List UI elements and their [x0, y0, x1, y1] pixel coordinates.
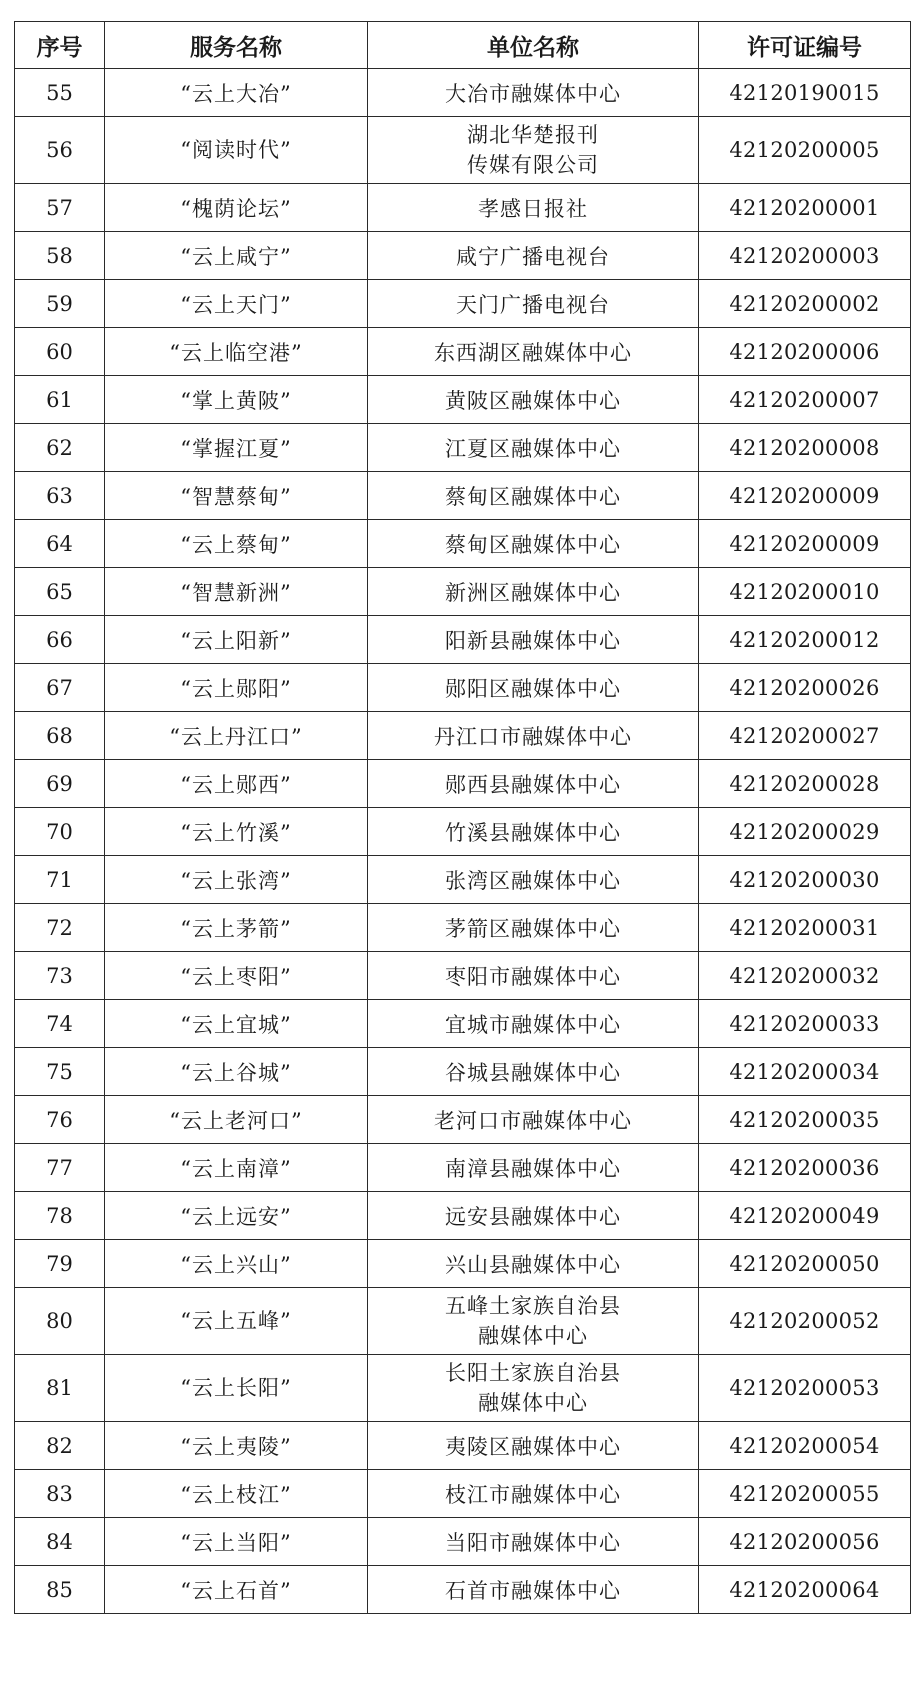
unit-name-line: 茅箭区融媒体中心: [445, 916, 621, 941]
unit-name-line: 郧西县融媒体中心: [445, 772, 621, 797]
cell-unit-name: [368, 117, 699, 184]
table-row: [15, 616, 911, 664]
cell-serial-number: 64: [15, 520, 105, 568]
unit-name-line: 咸宁广播电视台: [456, 244, 610, 269]
cell-license-number: 42120200001: [699, 184, 911, 232]
cell-unit-name: [368, 808, 699, 856]
cell-service-name: “云上郧西”: [105, 760, 368, 808]
header-serial-number: 序号: [15, 22, 105, 69]
cell-service-name: “云上临空港”: [105, 328, 368, 376]
cell-service-name: “云上老河口”: [105, 1096, 368, 1144]
table-row: [15, 712, 911, 760]
cell-unit-name: [368, 1470, 699, 1518]
unit-name-line: 当阳市融媒体中心: [445, 1530, 621, 1555]
cell-license-number: 42120200036: [699, 1144, 911, 1192]
cell-license-number: 42120200064: [699, 1566, 911, 1614]
cell-unit-name: [368, 1000, 699, 1048]
unit-name-line: 大冶市融媒体中心: [445, 81, 621, 106]
unit-name-line: 张湾区融媒体中心: [445, 868, 621, 893]
cell-unit-name: [368, 712, 699, 760]
unit-name-line: 黄陂区融媒体中心: [445, 388, 621, 413]
cell-serial-number: 67: [15, 664, 105, 712]
cell-service-name: “智慧新洲”: [105, 568, 368, 616]
table-row: [15, 280, 911, 328]
table-row: [15, 664, 911, 712]
table-row: [15, 760, 911, 808]
table-row: [15, 904, 911, 952]
table-row: [15, 1355, 911, 1422]
cell-serial-number: 60: [15, 328, 105, 376]
cell-serial-number: 83: [15, 1470, 105, 1518]
cell-service-name: “掌握江夏”: [105, 424, 368, 472]
table-row: [15, 808, 911, 856]
cell-serial-number: 84: [15, 1518, 105, 1566]
cell-unit-name: [368, 232, 699, 280]
cell-unit-name: [368, 376, 699, 424]
unit-name-line: 谷城县融媒体中心: [445, 1060, 621, 1085]
unit-name-line: 新洲区融媒体中心: [445, 580, 621, 605]
table-row: [15, 472, 911, 520]
cell-unit-name: [368, 952, 699, 1000]
cell-unit-name: [368, 568, 699, 616]
cell-license-number: 42120200050: [699, 1240, 911, 1288]
cell-serial-number: 79: [15, 1240, 105, 1288]
cell-license-number: 42120200031: [699, 904, 911, 952]
cell-service-name: “云上夷陵”: [105, 1422, 368, 1470]
unit-name-line: 夷陵区融媒体中心: [445, 1434, 621, 1459]
cell-license-number: 42120200007: [699, 376, 911, 424]
cell-service-name: “云上宜城”: [105, 1000, 368, 1048]
unit-name-line: 融媒体中心: [478, 1324, 588, 1348]
table-header-row: [15, 22, 911, 69]
cell-serial-number: 56: [15, 117, 105, 184]
cell-serial-number: 70: [15, 808, 105, 856]
cell-unit-name: [368, 280, 699, 328]
cell-unit-name: [368, 1518, 699, 1566]
cell-license-number: 42120200026: [699, 664, 911, 712]
cell-service-name: “智慧蔡甸”: [105, 472, 368, 520]
cell-serial-number: 73: [15, 952, 105, 1000]
cell-serial-number: 78: [15, 1192, 105, 1240]
cell-unit-name: [368, 472, 699, 520]
cell-serial-number: 62: [15, 424, 105, 472]
cell-license-number: 42120200010: [699, 568, 911, 616]
cell-unit-name: [368, 664, 699, 712]
unit-name-line: 东西湖区融媒体中心: [434, 340, 632, 365]
cell-serial-number: 63: [15, 472, 105, 520]
table-row: [15, 1518, 911, 1566]
cell-license-number: 42120200009: [699, 472, 911, 520]
cell-serial-number: 81: [15, 1355, 105, 1422]
cell-serial-number: 58: [15, 232, 105, 280]
table-row: [15, 520, 911, 568]
cell-service-name: “云上南漳”: [105, 1144, 368, 1192]
cell-unit-name: [368, 904, 699, 952]
cell-license-number: 42120200030: [699, 856, 911, 904]
table-row: [15, 1240, 911, 1288]
cell-unit-name: [368, 69, 699, 117]
cell-serial-number: 80: [15, 1288, 105, 1355]
unit-name-line: 江夏区融媒体中心: [445, 436, 621, 461]
cell-serial-number: 74: [15, 1000, 105, 1048]
cell-service-name: “阅读时代”: [105, 117, 368, 184]
cell-unit-name: [368, 184, 699, 232]
table-row: [15, 1000, 911, 1048]
cell-serial-number: 59: [15, 280, 105, 328]
table-row: [15, 376, 911, 424]
table-row: [15, 952, 911, 1000]
unit-name-line: 阳新县融媒体中心: [445, 628, 621, 653]
unit-name-line: 石首市融媒体中心: [445, 1578, 621, 1603]
table-row: [15, 1096, 911, 1144]
table-body: [15, 69, 911, 1614]
unit-name-line: 丹江口市融媒体中心: [434, 724, 632, 749]
cell-license-number: 42120200056: [699, 1518, 911, 1566]
cell-serial-number: 82: [15, 1422, 105, 1470]
table-row: [15, 1048, 911, 1096]
table-row: [15, 69, 911, 117]
header-service-name: 服务名称: [105, 22, 368, 69]
cell-service-name: “云上远安”: [105, 1192, 368, 1240]
cell-license-number: 42120200003: [699, 232, 911, 280]
cell-service-name: “云上阳新”: [105, 616, 368, 664]
cell-license-number: 42120200055: [699, 1470, 911, 1518]
table-row: [15, 232, 911, 280]
header-license-number: 许可证编号: [699, 22, 911, 69]
cell-serial-number: 69: [15, 760, 105, 808]
cell-unit-name: [368, 1355, 699, 1422]
table-row: [15, 424, 911, 472]
cell-serial-number: 61: [15, 376, 105, 424]
cell-unit-name: [368, 856, 699, 904]
cell-service-name: “云上大冶”: [105, 69, 368, 117]
unit-name-line: 远安县融媒体中心: [445, 1204, 621, 1229]
cell-serial-number: 57: [15, 184, 105, 232]
cell-serial-number: 72: [15, 904, 105, 952]
cell-service-name: “云上张湾”: [105, 856, 368, 904]
cell-license-number: 42120200027: [699, 712, 911, 760]
cell-unit-name: [368, 1240, 699, 1288]
cell-service-name: “云上咸宁”: [105, 232, 368, 280]
cell-service-name: “云上竹溪”: [105, 808, 368, 856]
cell-serial-number: 77: [15, 1144, 105, 1192]
unit-name-line: 五峰土家族自治县: [445, 1294, 621, 1318]
cell-serial-number: 55: [15, 69, 105, 117]
cell-service-name: “云上茅箭”: [105, 904, 368, 952]
cell-serial-number: 66: [15, 616, 105, 664]
cell-license-number: 42120200032: [699, 952, 911, 1000]
cell-license-number: 42120200012: [699, 616, 911, 664]
cell-service-name: “云上枝江”: [105, 1470, 368, 1518]
cell-license-number: 42120200035: [699, 1096, 911, 1144]
table-row: [15, 328, 911, 376]
cell-unit-name: [368, 520, 699, 568]
cell-license-number: 42120190015: [699, 69, 911, 117]
table-row: [15, 1470, 911, 1518]
cell-service-name: “云上丹江口”: [105, 712, 368, 760]
unit-name-line: 长阳土家族自治县: [445, 1361, 621, 1385]
cell-license-number: 42120200008: [699, 424, 911, 472]
cell-serial-number: 85: [15, 1566, 105, 1614]
cell-license-number: 42120200053: [699, 1355, 911, 1422]
cell-service-name: “云上石首”: [105, 1566, 368, 1614]
cell-serial-number: 71: [15, 856, 105, 904]
cell-service-name: “云上长阳”: [105, 1355, 368, 1422]
cell-unit-name: [368, 424, 699, 472]
unit-name-line: 南漳县融媒体中心: [445, 1156, 621, 1181]
unit-name-line: 郧阳区融媒体中心: [445, 676, 621, 701]
unit-name-line: 竹溪县融媒体中心: [445, 820, 621, 845]
table-row: [15, 1288, 911, 1355]
cell-unit-name: [368, 1144, 699, 1192]
cell-service-name: “云上天门”: [105, 280, 368, 328]
table-row: [15, 117, 911, 184]
table-row: [15, 1566, 911, 1614]
cell-service-name: “云上当阳”: [105, 1518, 368, 1566]
cell-license-number: 42120200002: [699, 280, 911, 328]
table-row: [15, 184, 911, 232]
unit-name-line: 孝感日报社: [478, 196, 588, 221]
cell-license-number: 42120200006: [699, 328, 911, 376]
unit-name-line: 湖北华楚报刊: [467, 123, 599, 147]
unit-name-line: 传媒有限公司: [467, 153, 599, 177]
cell-license-number: 42120200028: [699, 760, 911, 808]
unit-name-line: 宜城市融媒体中心: [445, 1012, 621, 1037]
cell-unit-name: [368, 1048, 699, 1096]
header-unit-name: 单位名称: [368, 22, 699, 69]
cell-serial-number: 75: [15, 1048, 105, 1096]
cell-license-number: 42120200005: [699, 117, 911, 184]
cell-service-name: “掌上黄陂”: [105, 376, 368, 424]
cell-unit-name: [368, 1096, 699, 1144]
cell-service-name: “槐荫论坛”: [105, 184, 368, 232]
cell-serial-number: 68: [15, 712, 105, 760]
cell-service-name: “云上兴山”: [105, 1240, 368, 1288]
cell-service-name: “云上蔡甸”: [105, 520, 368, 568]
cell-license-number: 42120200009: [699, 520, 911, 568]
unit-name-line: 兴山县融媒体中心: [445, 1252, 621, 1277]
cell-service-name: “云上郧阳”: [105, 664, 368, 712]
cell-service-name: “云上谷城”: [105, 1048, 368, 1096]
cell-serial-number: 65: [15, 568, 105, 616]
license-table: [14, 21, 911, 1614]
table-row: [15, 568, 911, 616]
cell-unit-name: [368, 1288, 699, 1355]
cell-license-number: 42120200029: [699, 808, 911, 856]
cell-unit-name: [368, 760, 699, 808]
unit-name-line: 老河口市融媒体中心: [434, 1108, 632, 1133]
table-row: [15, 1144, 911, 1192]
unit-name-line: 枝江市融媒体中心: [445, 1482, 621, 1507]
cell-license-number: 42120200052: [699, 1288, 911, 1355]
cell-unit-name: [368, 1422, 699, 1470]
table-row: [15, 1422, 911, 1470]
cell-license-number: 42120200049: [699, 1192, 911, 1240]
table-row: [15, 1192, 911, 1240]
unit-name-line: 枣阳市融媒体中心: [445, 964, 621, 989]
unit-name-line: 蔡甸区融媒体中心: [445, 532, 621, 557]
cell-license-number: 42120200033: [699, 1000, 911, 1048]
cell-unit-name: [368, 616, 699, 664]
cell-unit-name: [368, 328, 699, 376]
cell-unit-name: [368, 1192, 699, 1240]
cell-license-number: 42120200034: [699, 1048, 911, 1096]
cell-unit-name: [368, 1566, 699, 1614]
unit-name-line: 蔡甸区融媒体中心: [445, 484, 621, 509]
cell-serial-number: 76: [15, 1096, 105, 1144]
cell-license-number: 42120200054: [699, 1422, 911, 1470]
cell-service-name: “云上五峰”: [105, 1288, 368, 1355]
unit-name-line: 天门广播电视台: [456, 292, 610, 317]
cell-service-name: “云上枣阳”: [105, 952, 368, 1000]
unit-name-line: 融媒体中心: [478, 1391, 588, 1415]
table-row: [15, 856, 911, 904]
